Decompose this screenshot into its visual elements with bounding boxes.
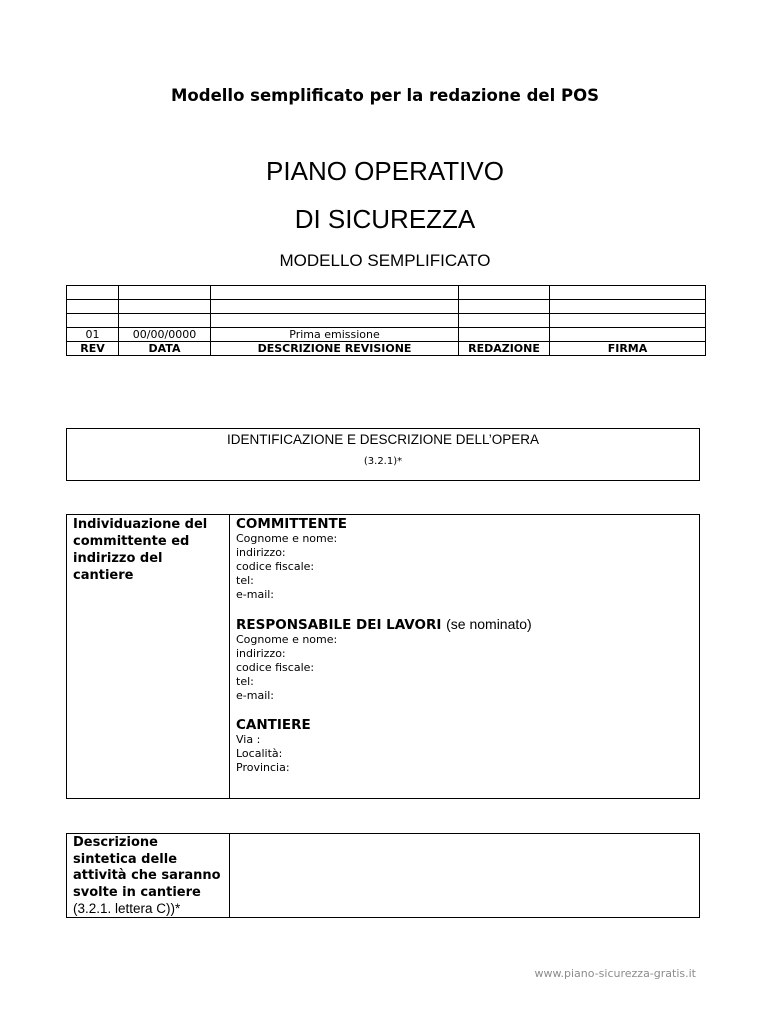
table-header-row bbox=[67, 342, 706, 356]
committente-title: COMMITTENTE bbox=[236, 516, 347, 532]
committente-section bbox=[66, 514, 700, 799]
committente-label: Individuazione del committente ed indirizzo del cantiere bbox=[73, 517, 208, 583]
responsabile-note: (se nominato) bbox=[446, 616, 532, 632]
responsabile-field: e-mail: bbox=[236, 689, 275, 702]
table-row bbox=[67, 300, 706, 314]
cantiere-field: Località: bbox=[236, 747, 283, 760]
cantiere-title: CANTIERE bbox=[236, 717, 311, 733]
description-cell: Prima emissione bbox=[211, 328, 459, 342]
table-row-first-issue bbox=[67, 328, 706, 342]
header-rev: REV bbox=[67, 342, 119, 356]
revision-table bbox=[66, 285, 706, 356]
descrizione-label-cell bbox=[67, 834, 230, 917]
committente-label-cell bbox=[67, 515, 230, 798]
document-title-line1: PIANO OPERATIVO bbox=[266, 156, 504, 186]
date-cell: 00/00/0000 bbox=[119, 328, 211, 342]
table-row bbox=[67, 314, 706, 328]
responsabile-field: codice fiscale: bbox=[236, 661, 315, 674]
redazione-cell bbox=[459, 328, 550, 342]
committente-field: e-mail: bbox=[236, 588, 275, 601]
cantiere-field: Provincia: bbox=[236, 761, 290, 774]
committente-field: indirizzo: bbox=[236, 546, 286, 559]
header-descrizione: DESCRIZIONE REVISIONE bbox=[211, 342, 459, 356]
responsabile-field: Cognome e nome: bbox=[236, 633, 338, 646]
committente-details bbox=[236, 516, 691, 775]
header-redazione: REDAZIONE bbox=[459, 342, 550, 356]
document-subtitle: Modello semplificato per la redazione del POS bbox=[171, 86, 599, 105]
responsabile-field: indirizzo: bbox=[236, 647, 286, 660]
responsabile-title: RESPONSABILE DEI LAVORI (se nominato) bbox=[236, 616, 532, 633]
document-title-line2: DI SICUREZZA bbox=[294, 204, 476, 234]
descrizione-section bbox=[66, 833, 700, 918]
rev-cell: 01 bbox=[67, 328, 119, 342]
footer-url: www.piano-sicurezza-gratis.it bbox=[534, 967, 696, 980]
cantiere-field: Via : bbox=[236, 733, 261, 746]
header-firma: FIRMA bbox=[550, 342, 706, 356]
committente-field: codice fiscale: bbox=[236, 560, 315, 573]
descrizione-ref: (3.2.1. lettera C))* bbox=[73, 901, 181, 916]
descrizione-content bbox=[236, 836, 691, 914]
committente-field: Cognome e nome: bbox=[236, 532, 338, 545]
identification-heading: IDENTIFICAZIONE E DESCRIZIONE DELL’OPERA bbox=[226, 432, 540, 447]
descrizione-label: Descrizione sintetica delle attività che saranno svolte in cantiere (3.2.1. lettera C))* bbox=[67, 834, 229, 918]
header-data: DATA bbox=[119, 342, 211, 356]
identification-box bbox=[66, 428, 700, 481]
table-row bbox=[67, 286, 706, 300]
identification-ref: (3.2.1)* bbox=[363, 456, 403, 467]
firma-cell bbox=[550, 328, 706, 342]
responsabile-field: tel: bbox=[236, 675, 254, 688]
document-title-line3: MODELLO SEMPLIFICATO bbox=[279, 251, 491, 270]
committente-field: tel: bbox=[236, 574, 254, 587]
